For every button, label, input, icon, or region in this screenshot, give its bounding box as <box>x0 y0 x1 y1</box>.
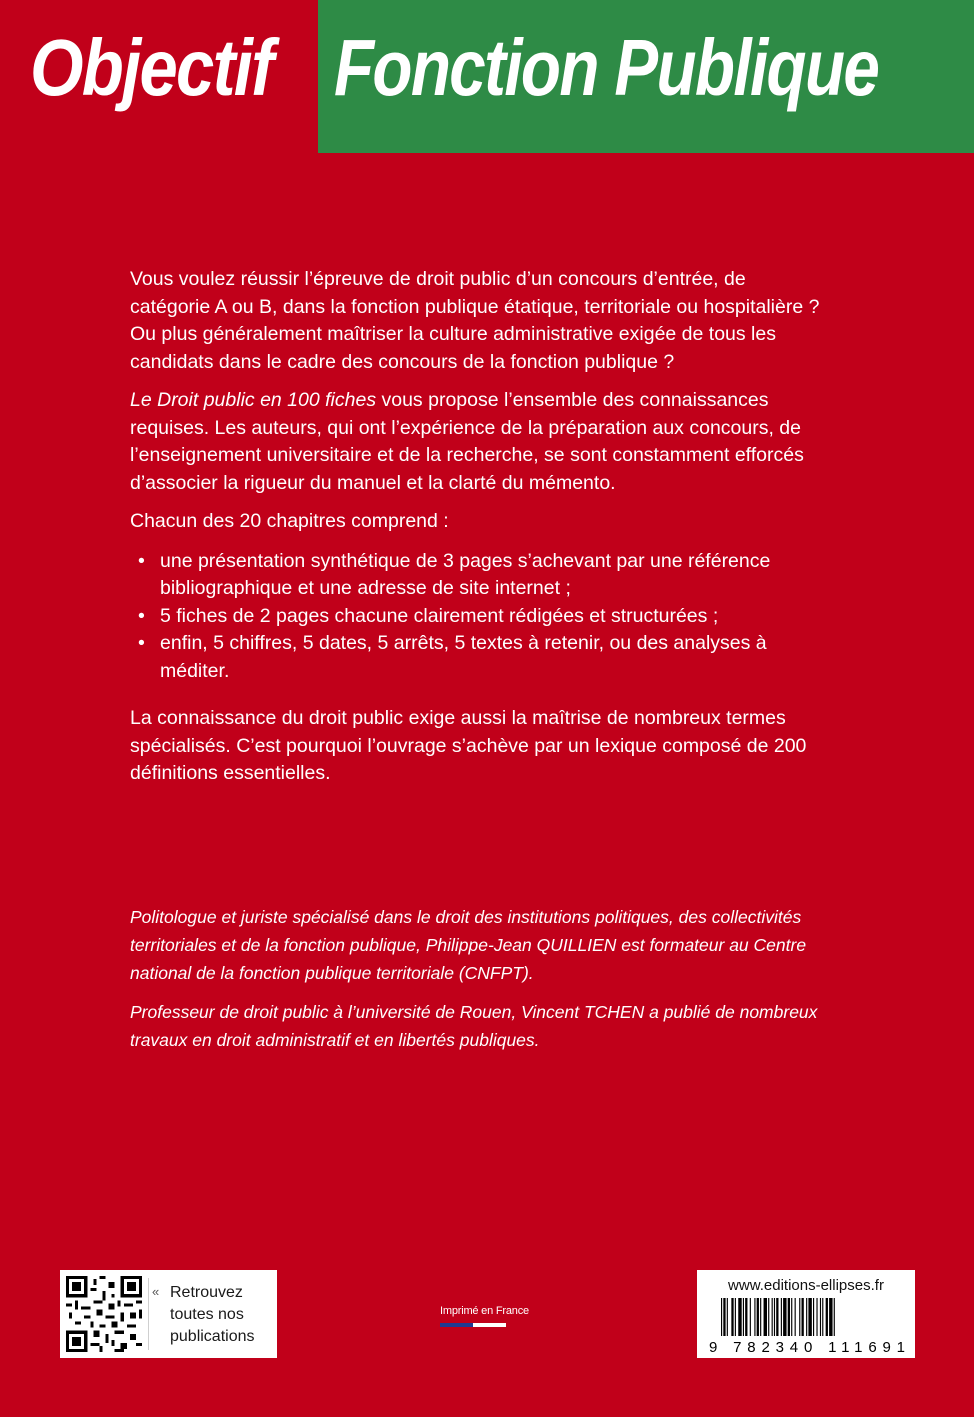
list-item: • une présentation synthétique de 3 pages s’achevant par une référence bibliographique et une adresse de site internet ; <box>130 548 820 603</box>
isbn-barcode <box>707 1298 907 1354</box>
qr-caption: Retrouvez toutes nos publications <box>170 1284 255 1345</box>
author-bio-quillien: Politologue et juriste spécialisé dans le droit des institutions politiques, des collectivités territoriales et de la fonction publique, Philippe-Jean QUILLIEN est formateur au Centre national de la fonction publique territoriale (CNFPT). <box>130 907 807 983</box>
printed-in-france-label: Imprimé en France <box>440 1305 529 1317</box>
list-item: • 5 fiches de 2 pages chacune clairement rédigées et structurées ; <box>130 603 820 631</box>
author-bio-tchen: Professeur de droit public à l’université de Rouen, Vincent TCHEN a publié de nombreux travaux en droit administratif et en libertés publiques. <box>130 1002 818 1050</box>
blurb-intro: Vous voulez réussir l’épreuve de droit public d’un concours d’entrée, de catégorie A ou B, dans la fonction publique étatique, territoriale ou hospitalière ? Ou plus généralement maîtriser la culture administrative exigée de tous les candidats dans le cadre des concours de la fonction publique ? <box>130 268 820 373</box>
blurb-lexicon: La connaissance du droit public exige aussi la maîtrise de nombreux termes spécialisés. C’est pourquoi l’ouvrage s’achève par un lexique composé de 200 définitions essentielles. <box>130 707 807 784</box>
authors-bio <box>130 903 830 1065</box>
chapters-intro: Chacun des 20 chapitres comprend : <box>130 510 449 532</box>
chapter-contents-list <box>130 548 820 686</box>
series-title-objectif: Objectif <box>30 23 273 112</box>
back-cover-blurb <box>130 266 820 799</box>
qr-code[interactable] <box>66 1276 142 1352</box>
book-description: vous propose l’ensemble des connaissances requises. Les auteurs, qui ont l’expérience de la préparation aux concours, de l’enseignement universitaire et de la recherche, se sont constamment efforcés d’associer la rigueur du manuel et la clarté du mémento. <box>130 389 804 494</box>
list-item: • enfin, 5 chiffres, 5 dates, 5 arrêts, 5 textes à retenir, ou des analyses à méditer. <box>130 630 820 685</box>
qr-code-panel[interactable] <box>60 1270 277 1358</box>
blurb-book-paragraph <box>130 387 820 497</box>
french-flag-icon <box>440 1323 539 1327</box>
series-title-fonction-publique: Fonction Publique <box>334 23 879 112</box>
isbn-digits: 9 782340 111691 <box>709 1339 905 1354</box>
book-title: Le Droit public en 100 fiches <box>130 389 377 411</box>
publisher-url[interactable]: www.editions-ellipses.fr <box>728 1277 884 1294</box>
barcode-panel <box>697 1270 915 1358</box>
qr-divider <box>148 1278 149 1350</box>
chevron-left-icon: « <box>152 1284 160 1299</box>
